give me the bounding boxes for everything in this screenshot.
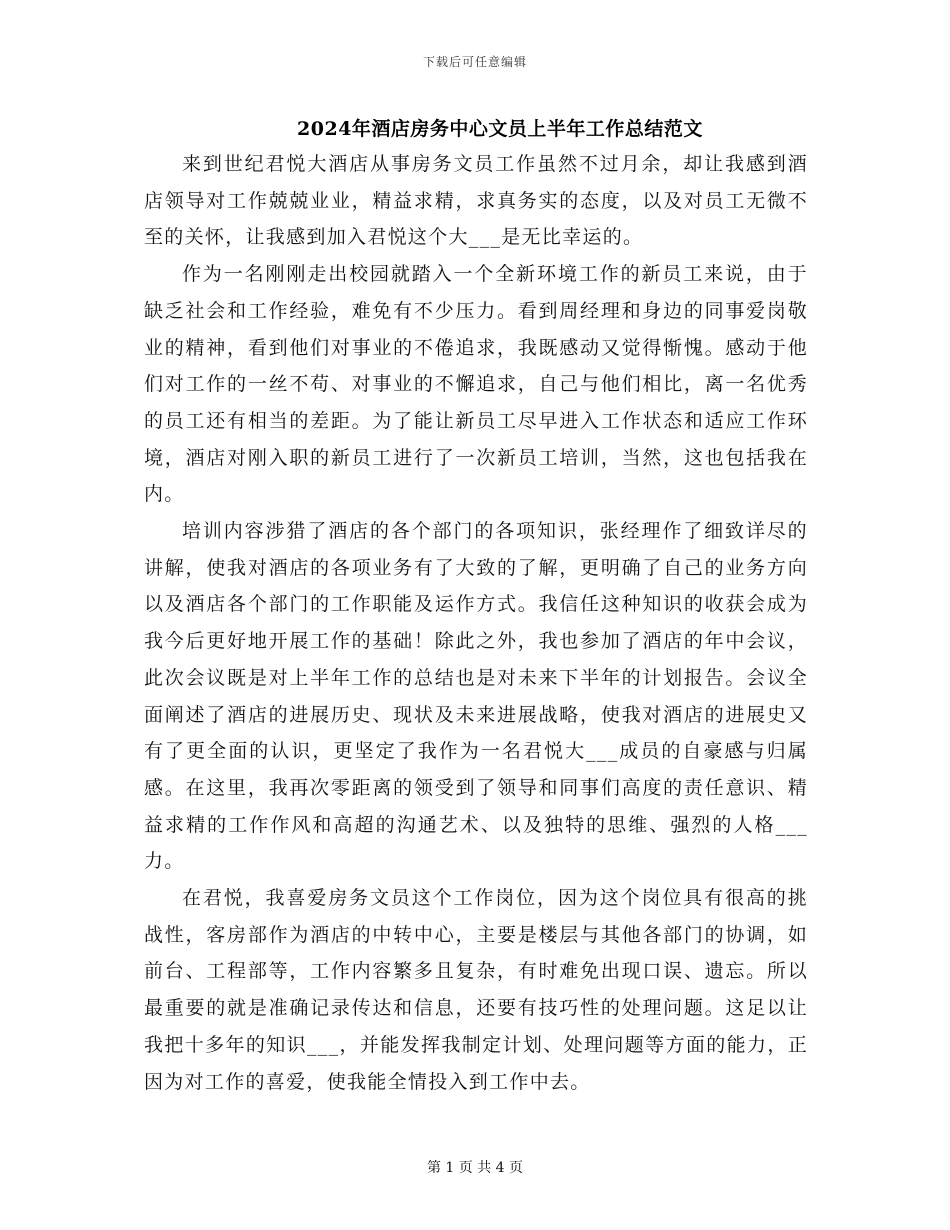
document-title: 2024年酒店房务中心文员上半年工作总结范文	[297, 118, 703, 140]
paragraph: 来到世纪君悦大酒店从事房务文员工作虽然不过月余，却让我感到酒店领导对工作兢兢业业，精益求精，求真务实的态度，以及对员工无微不至的关怀，让我感到加入君悦这个大___是无比幸运的。	[144, 153, 808, 249]
paragraph: 在君悦，我喜爱房务文员这个工作岗位，因为这个岗位具有很高的挑战性，客房部作为酒店的中转中心，主要是楼层与其他各部门的协调，如前台、工程部等，工作内容繁多且复杂，有时难免出现口误、遗忘。所以最重要的就是准确记录传达和信息，还要有技巧性的处理问题。这足以让我把十多年的知识___，并能发挥我制定计划、处理问题等方面的能力，正因为对工作的喜爱，使我能全情投入到工作中去。	[144, 887, 808, 1093]
paragraph: 培训内容涉猎了酒店的各个部门的各项知识，张经理作了细致详尽的讲解，使我对酒店的各项业务有了大致的了解，更明确了自己的业务方向以及酒店各个部门的工作职能及运作方式。我信任这种知识的收获会成为我今后更好地开展工作的基础！除此之外，我也参加了酒店的年中会议，此次会议既是对上半年工作的总结也是对未来下半年的计划报告。会议全面阐述了酒店的进展历史、现状及未来进展战略，使我对酒店的进展史又有了更全面的认识，更坚定了我作为一名君悦大___成员的自豪感与归属感。在这里，我再次零距离的领受到了领导和同事们高度的责任意识、精益求精的工作作风和高超的沟通艺术、以及独特的思维、强烈的人格___力。	[144, 520, 808, 873]
page-number: 第 1 页 共 4 页	[426, 1160, 524, 1176]
header-note: 下载后可任意编辑	[422, 55, 527, 69]
document-body	[144, 146, 808, 1100]
paragraph: 作为一名刚刚走出校园就踏入一个全新环境工作的新员工来说，由于缺乏社会和工作经验，难免有不少压力。看到周经理和身边的同事爱岗敬业的精神，看到他们对事业的不倦追求，我既感动又觉得惭愧。感动于他们对工作的一丝不苟、对事业的不懈追求，自己与他们相比，离一名优秀的员工还有相当的差距。为了能让新员工尽早进入工作状态和适应工作环境，酒店对刚入职的新员工进行了一次新员工培训，当然，这也包括我在内。	[144, 263, 808, 506]
